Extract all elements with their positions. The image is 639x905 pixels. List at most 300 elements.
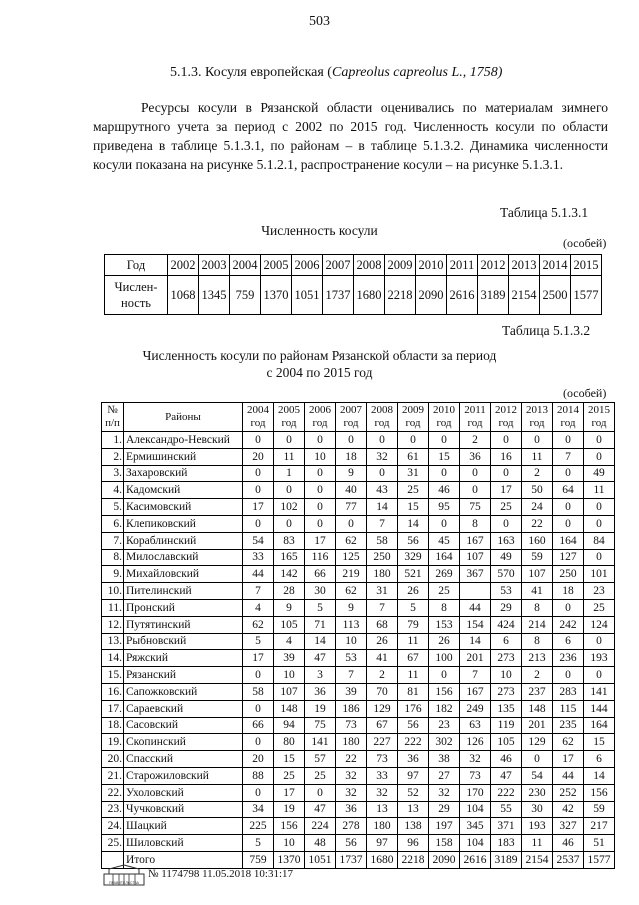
count-cell: 53 [336, 650, 367, 667]
count-cell: 0 [460, 482, 491, 499]
count-cell: 0 [491, 515, 522, 532]
count-cell: 4 [274, 633, 305, 650]
count-cell: 273 [491, 683, 522, 700]
count-cell: 38 [429, 751, 460, 768]
district-name: Милославский [124, 549, 243, 566]
count-cell: 20 [243, 448, 274, 465]
district-name: Спасский [124, 751, 243, 768]
count-cell: 19 [305, 700, 336, 717]
count-cell: 62 [553, 734, 584, 751]
table1-year-row [105, 255, 602, 276]
count-cell: 129 [367, 700, 398, 717]
table-row [102, 667, 615, 684]
row-number: 5. [102, 499, 124, 516]
count-cell: 31 [398, 465, 429, 482]
count-cell: 213 [522, 650, 553, 667]
count-cell: 71 [305, 616, 336, 633]
table1-year-cell: 2003 [199, 255, 230, 276]
row-number: 1. [102, 432, 124, 449]
count-cell: 0 [522, 432, 553, 449]
count-cell: 0 [522, 751, 553, 768]
count-cell: 11 [522, 448, 553, 465]
count-cell: 10 [491, 667, 522, 684]
count-cell: 26 [398, 583, 429, 600]
count-cell: 101 [584, 566, 615, 583]
count-cell: 36 [336, 801, 367, 818]
table2-col-district: Районы [124, 403, 243, 432]
count-cell: 129 [522, 734, 553, 751]
count-cell: 0 [336, 432, 367, 449]
table2-year-header [491, 403, 522, 432]
table-row [102, 532, 615, 549]
count-cell: 126 [460, 734, 491, 751]
count-cell: 56 [336, 835, 367, 852]
table2-year-header [460, 403, 491, 432]
count-cell: 73 [460, 767, 491, 784]
count-cell: 56 [398, 532, 429, 549]
row-number: 8. [102, 549, 124, 566]
year-word: год [498, 417, 514, 429]
table-row [102, 767, 615, 784]
count-cell: 102 [274, 499, 305, 516]
table1-year-cell: 2015 [571, 255, 602, 276]
count-cell: 2 [522, 667, 553, 684]
count-cell: 2 [367, 667, 398, 684]
table2-year-header [398, 403, 429, 432]
table1-value-cell: 1051 [292, 276, 323, 315]
count-cell: 0 [553, 465, 584, 482]
table1-value-cell: 1370 [261, 276, 292, 315]
table1-year-cell: 2012 [478, 255, 509, 276]
count-cell: 67 [367, 717, 398, 734]
count-cell: 13 [398, 801, 429, 818]
count-cell: 28 [274, 583, 305, 600]
count-cell: 6 [491, 633, 522, 650]
district-name: Ермишинский [124, 448, 243, 465]
table2-title [0, 347, 639, 381]
table2-col-no: № п/п [102, 403, 124, 432]
count-cell: 14 [584, 767, 615, 784]
count-cell: 17 [491, 482, 522, 499]
count-cell: 154 [460, 616, 491, 633]
count-cell: 104 [460, 801, 491, 818]
table-row [102, 448, 615, 465]
count-cell: 25 [584, 599, 615, 616]
count-cell: 18 [553, 583, 584, 600]
count-cell: 13 [367, 801, 398, 818]
count-cell: 164 [429, 549, 460, 566]
count-cell: 94 [274, 717, 305, 734]
count-cell: 39 [274, 650, 305, 667]
count-cell: 193 [522, 818, 553, 835]
count-cell: 0 [367, 465, 398, 482]
count-cell: 46 [429, 482, 460, 499]
year-word: год [281, 417, 297, 429]
count-cell: 0 [553, 499, 584, 516]
count-cell: 345 [460, 818, 491, 835]
count-cell: 34 [243, 801, 274, 818]
row-number: 13. [102, 633, 124, 650]
count-cell: 30 [305, 583, 336, 600]
count-cell: 17 [553, 751, 584, 768]
count-cell: 156 [584, 784, 615, 801]
district-name: Шацкий [124, 818, 243, 835]
year-value: 2015 [588, 404, 610, 416]
year-word: год [250, 417, 266, 429]
count-cell: 29 [491, 599, 522, 616]
count-cell: 144 [584, 700, 615, 717]
count-cell: 7 [336, 667, 367, 684]
count-cell: 47 [491, 767, 522, 784]
row-number: 17. [102, 700, 124, 717]
table1-year-cell: 2004 [230, 255, 261, 276]
count-cell: 95 [429, 499, 460, 516]
count-cell: 1370 [274, 851, 305, 868]
count-cell: 222 [491, 784, 522, 801]
count-cell: 329 [398, 549, 429, 566]
count-cell: 62 [243, 616, 274, 633]
district-name: Рязанский [124, 667, 243, 684]
table-row [102, 835, 615, 852]
count-cell: 10 [274, 835, 305, 852]
table1-value-cell: 1345 [199, 276, 230, 315]
count-cell: 115 [553, 700, 584, 717]
district-name: Пронский [124, 599, 243, 616]
count-cell: 25 [491, 499, 522, 516]
count-cell: 59 [522, 549, 553, 566]
count-cell: 45 [429, 532, 460, 549]
count-cell: 197 [429, 818, 460, 835]
count-cell: 63 [460, 717, 491, 734]
count-cell: 180 [336, 734, 367, 751]
count-cell: 252 [553, 784, 584, 801]
count-cell: 32 [336, 767, 367, 784]
count-cell: 14 [305, 633, 336, 650]
count-cell: 180 [367, 566, 398, 583]
heading-latin-name: Capreolus capreolus L., 1758) [331, 65, 503, 80]
table-row [102, 851, 615, 868]
count-cell: 269 [429, 566, 460, 583]
count-cell: 47 [305, 801, 336, 818]
table-row [102, 717, 615, 734]
table2-label: Таблица 5.1.3.2 [502, 323, 591, 338]
year-value: 2007 [340, 404, 362, 416]
count-cell: 124 [584, 616, 615, 633]
table1-value-row [105, 276, 602, 315]
count-cell: 5 [305, 599, 336, 616]
count-cell: 49 [491, 549, 522, 566]
count-cell: 61 [398, 448, 429, 465]
count-cell: 22 [522, 515, 553, 532]
row-number: 4. [102, 482, 124, 499]
count-cell: 1577 [584, 851, 615, 868]
row-number: 25. [102, 835, 124, 852]
count-cell: 0 [243, 784, 274, 801]
count-cell: 227 [367, 734, 398, 751]
count-cell: 371 [491, 818, 522, 835]
table-row [102, 700, 615, 717]
year-word: год [436, 417, 452, 429]
count-cell: 0 [553, 515, 584, 532]
count-cell: 183 [491, 835, 522, 852]
count-cell: 201 [522, 717, 553, 734]
row-number: 3. [102, 465, 124, 482]
year-word: год [560, 417, 576, 429]
count-cell: 17 [243, 499, 274, 516]
count-cell: 54 [522, 767, 553, 784]
count-cell: 164 [553, 532, 584, 549]
year-word: год [467, 417, 483, 429]
count-cell: 0 [305, 499, 336, 516]
count-cell: 36 [398, 751, 429, 768]
count-cell: 24 [522, 499, 553, 516]
count-cell: 9 [336, 465, 367, 482]
table-row [102, 683, 615, 700]
year-word: год [374, 417, 390, 429]
year-value: 2009 [402, 404, 424, 416]
count-cell: 125 [336, 549, 367, 566]
count-cell: 160 [522, 532, 553, 549]
table2-year-header [584, 403, 615, 432]
count-cell: 51 [584, 835, 615, 852]
count-cell: 11 [398, 667, 429, 684]
count-cell: 219 [336, 566, 367, 583]
section-heading [170, 65, 502, 81]
table-row [102, 465, 615, 482]
count-cell: 66 [243, 717, 274, 734]
count-cell: 2616 [460, 851, 491, 868]
count-cell: 20 [243, 751, 274, 768]
year-value: 2013 [526, 404, 548, 416]
count-cell: 96 [398, 835, 429, 852]
count-cell: 1737 [336, 851, 367, 868]
count-cell: 237 [522, 683, 553, 700]
table2-year-header [274, 403, 305, 432]
count-cell: 46 [553, 835, 584, 852]
count-cell: 25 [274, 767, 305, 784]
count-cell: 107 [460, 549, 491, 566]
count-cell: 141 [305, 734, 336, 751]
count-cell: 5 [243, 633, 274, 650]
count-cell: 0 [429, 515, 460, 532]
table1-year-cell: 2010 [416, 255, 447, 276]
table-row [102, 549, 615, 566]
count-cell: 47 [305, 650, 336, 667]
count-cell: 8 [460, 515, 491, 532]
count-cell: 19 [274, 801, 305, 818]
table2-year-header [429, 403, 460, 432]
count-cell: 15 [274, 751, 305, 768]
table-row [102, 751, 615, 768]
count-cell: 217 [584, 818, 615, 835]
count-cell: 278 [336, 818, 367, 835]
count-cell: 25 [305, 767, 336, 784]
count-cell: 44 [243, 566, 274, 583]
row-number: 12. [102, 616, 124, 633]
table-row [102, 818, 615, 835]
count-cell: 8 [522, 633, 553, 650]
district-name: Итого [124, 851, 243, 868]
count-cell: 30 [522, 801, 553, 818]
table2-year-header [367, 403, 398, 432]
table2-title-line2: с 2004 по 2015 год [266, 365, 373, 380]
count-cell: 25 [429, 583, 460, 600]
district-table [101, 402, 615, 869]
table1-value-cell: 1737 [323, 276, 354, 315]
count-cell: 32 [429, 784, 460, 801]
count-cell: 7 [553, 448, 584, 465]
count-cell: 250 [553, 566, 584, 583]
year-word: год [529, 417, 545, 429]
count-cell: 44 [553, 767, 584, 784]
count-cell: 10 [336, 633, 367, 650]
count-cell: 46 [491, 751, 522, 768]
row-number: 11. [102, 599, 124, 616]
count-cell: 0 [367, 432, 398, 449]
count-cell: 242 [553, 616, 584, 633]
year-value: 2014 [557, 404, 579, 416]
count-cell: 0 [429, 465, 460, 482]
count-cell: 0 [243, 482, 274, 499]
table-row [102, 734, 615, 751]
count-cell: 193 [584, 650, 615, 667]
count-cell: 176 [398, 700, 429, 717]
district-name: Ряжский [124, 650, 243, 667]
table-row [102, 784, 615, 801]
year-word: год [343, 417, 359, 429]
count-cell: 6 [553, 633, 584, 650]
count-cell: 17 [305, 532, 336, 549]
count-cell: 0 [274, 432, 305, 449]
district-name: Александро-Невский [124, 432, 243, 449]
count-cell: 57 [305, 751, 336, 768]
count-cell: 0 [553, 667, 584, 684]
count-cell: 67 [398, 650, 429, 667]
year-value: 2004 [247, 404, 269, 416]
count-cell: 8 [522, 599, 553, 616]
count-cell: 156 [274, 818, 305, 835]
count-cell: 52 [398, 784, 429, 801]
count-cell: 48 [305, 835, 336, 852]
year-value: 2012 [495, 404, 517, 416]
count-cell: 73 [367, 751, 398, 768]
count-cell: 58 [243, 683, 274, 700]
count-cell: 79 [398, 616, 429, 633]
footer-doc-number: № 1174798 [148, 868, 200, 880]
row-number: 20. [102, 751, 124, 768]
count-cell: 1680 [367, 851, 398, 868]
count-cell: 18 [336, 448, 367, 465]
count-cell: 53 [491, 583, 522, 600]
count-cell: 15 [584, 734, 615, 751]
stamp-text: ПРАВИТЕЛЬСТВА [109, 881, 139, 885]
count-cell: 0 [429, 667, 460, 684]
count-cell: 142 [274, 566, 305, 583]
count-cell: 0 [584, 448, 615, 465]
table1-year-cell: 2011 [447, 255, 478, 276]
heading-text: 5.1.3. Косуля европейская ( [170, 65, 332, 80]
count-cell: 236 [553, 650, 584, 667]
footer-datetime: 11.05.2018 10:31:17 [202, 868, 294, 880]
district-name: Ухоловский [124, 784, 243, 801]
count-cell: 0 [243, 465, 274, 482]
count-cell: 230 [522, 784, 553, 801]
count-cell: 11 [584, 482, 615, 499]
page-number: 503 [309, 14, 330, 29]
count-cell: 68 [367, 616, 398, 633]
count-cell: 22 [336, 751, 367, 768]
count-cell: 1051 [305, 851, 336, 868]
count-cell: 0 [305, 465, 336, 482]
count-cell: 182 [429, 700, 460, 717]
district-name: Пителинский [124, 583, 243, 600]
count-cell: 32 [336, 784, 367, 801]
count-cell: 283 [553, 683, 584, 700]
count-cell: 3189 [491, 851, 522, 868]
count-cell: 29 [429, 801, 460, 818]
table-row [102, 599, 615, 616]
count-cell: 84 [584, 532, 615, 549]
row-number: 19. [102, 734, 124, 751]
count-cell: 302 [429, 734, 460, 751]
count-cell: 0 [243, 700, 274, 717]
count-cell: 0 [460, 465, 491, 482]
table1-value-cell: 1068 [168, 276, 199, 315]
year-value: 2010 [433, 404, 455, 416]
year-word: год [405, 417, 421, 429]
count-cell: 3 [305, 667, 336, 684]
district-name: Рыбновский [124, 633, 243, 650]
table-row [102, 482, 615, 499]
row-number: 16. [102, 683, 124, 700]
count-cell: 2154 [522, 851, 553, 868]
count-cell: 521 [398, 566, 429, 583]
count-cell: 235 [553, 717, 584, 734]
count-cell: 33 [243, 549, 274, 566]
count-cell: 2537 [553, 851, 584, 868]
count-cell: 250 [367, 549, 398, 566]
count-cell: 26 [367, 633, 398, 650]
table2-title-line1: Численность косули по районам Рязанской области за период [142, 348, 497, 363]
count-cell: 97 [398, 767, 429, 784]
count-cell: 32 [367, 784, 398, 801]
count-cell: 83 [274, 532, 305, 549]
count-cell: 5 [398, 599, 429, 616]
count-cell: 7 [367, 515, 398, 532]
count-cell: 105 [274, 616, 305, 633]
table1-value-cell: 2218 [385, 276, 416, 315]
count-cell: 41 [522, 583, 553, 600]
count-cell: 165 [274, 549, 305, 566]
count-cell: 73 [336, 717, 367, 734]
count-cell: 273 [491, 650, 522, 667]
count-cell: 148 [522, 700, 553, 717]
district-name: Чучковский [124, 801, 243, 818]
count-cell: 70 [367, 683, 398, 700]
count-cell: 32 [367, 448, 398, 465]
count-cell: 27 [429, 767, 460, 784]
table1-value-cell: 2616 [447, 276, 478, 315]
count-cell: 0 [305, 784, 336, 801]
count-cell: 36 [305, 683, 336, 700]
count-cell: 0 [398, 432, 429, 449]
count-cell: 17 [274, 784, 305, 801]
district-name: Сапожковский [124, 683, 243, 700]
table1-value-header: Числен-ность [105, 276, 168, 315]
count-cell: 0 [584, 667, 615, 684]
row-number: 24. [102, 818, 124, 835]
count-cell: 0 [243, 667, 274, 684]
